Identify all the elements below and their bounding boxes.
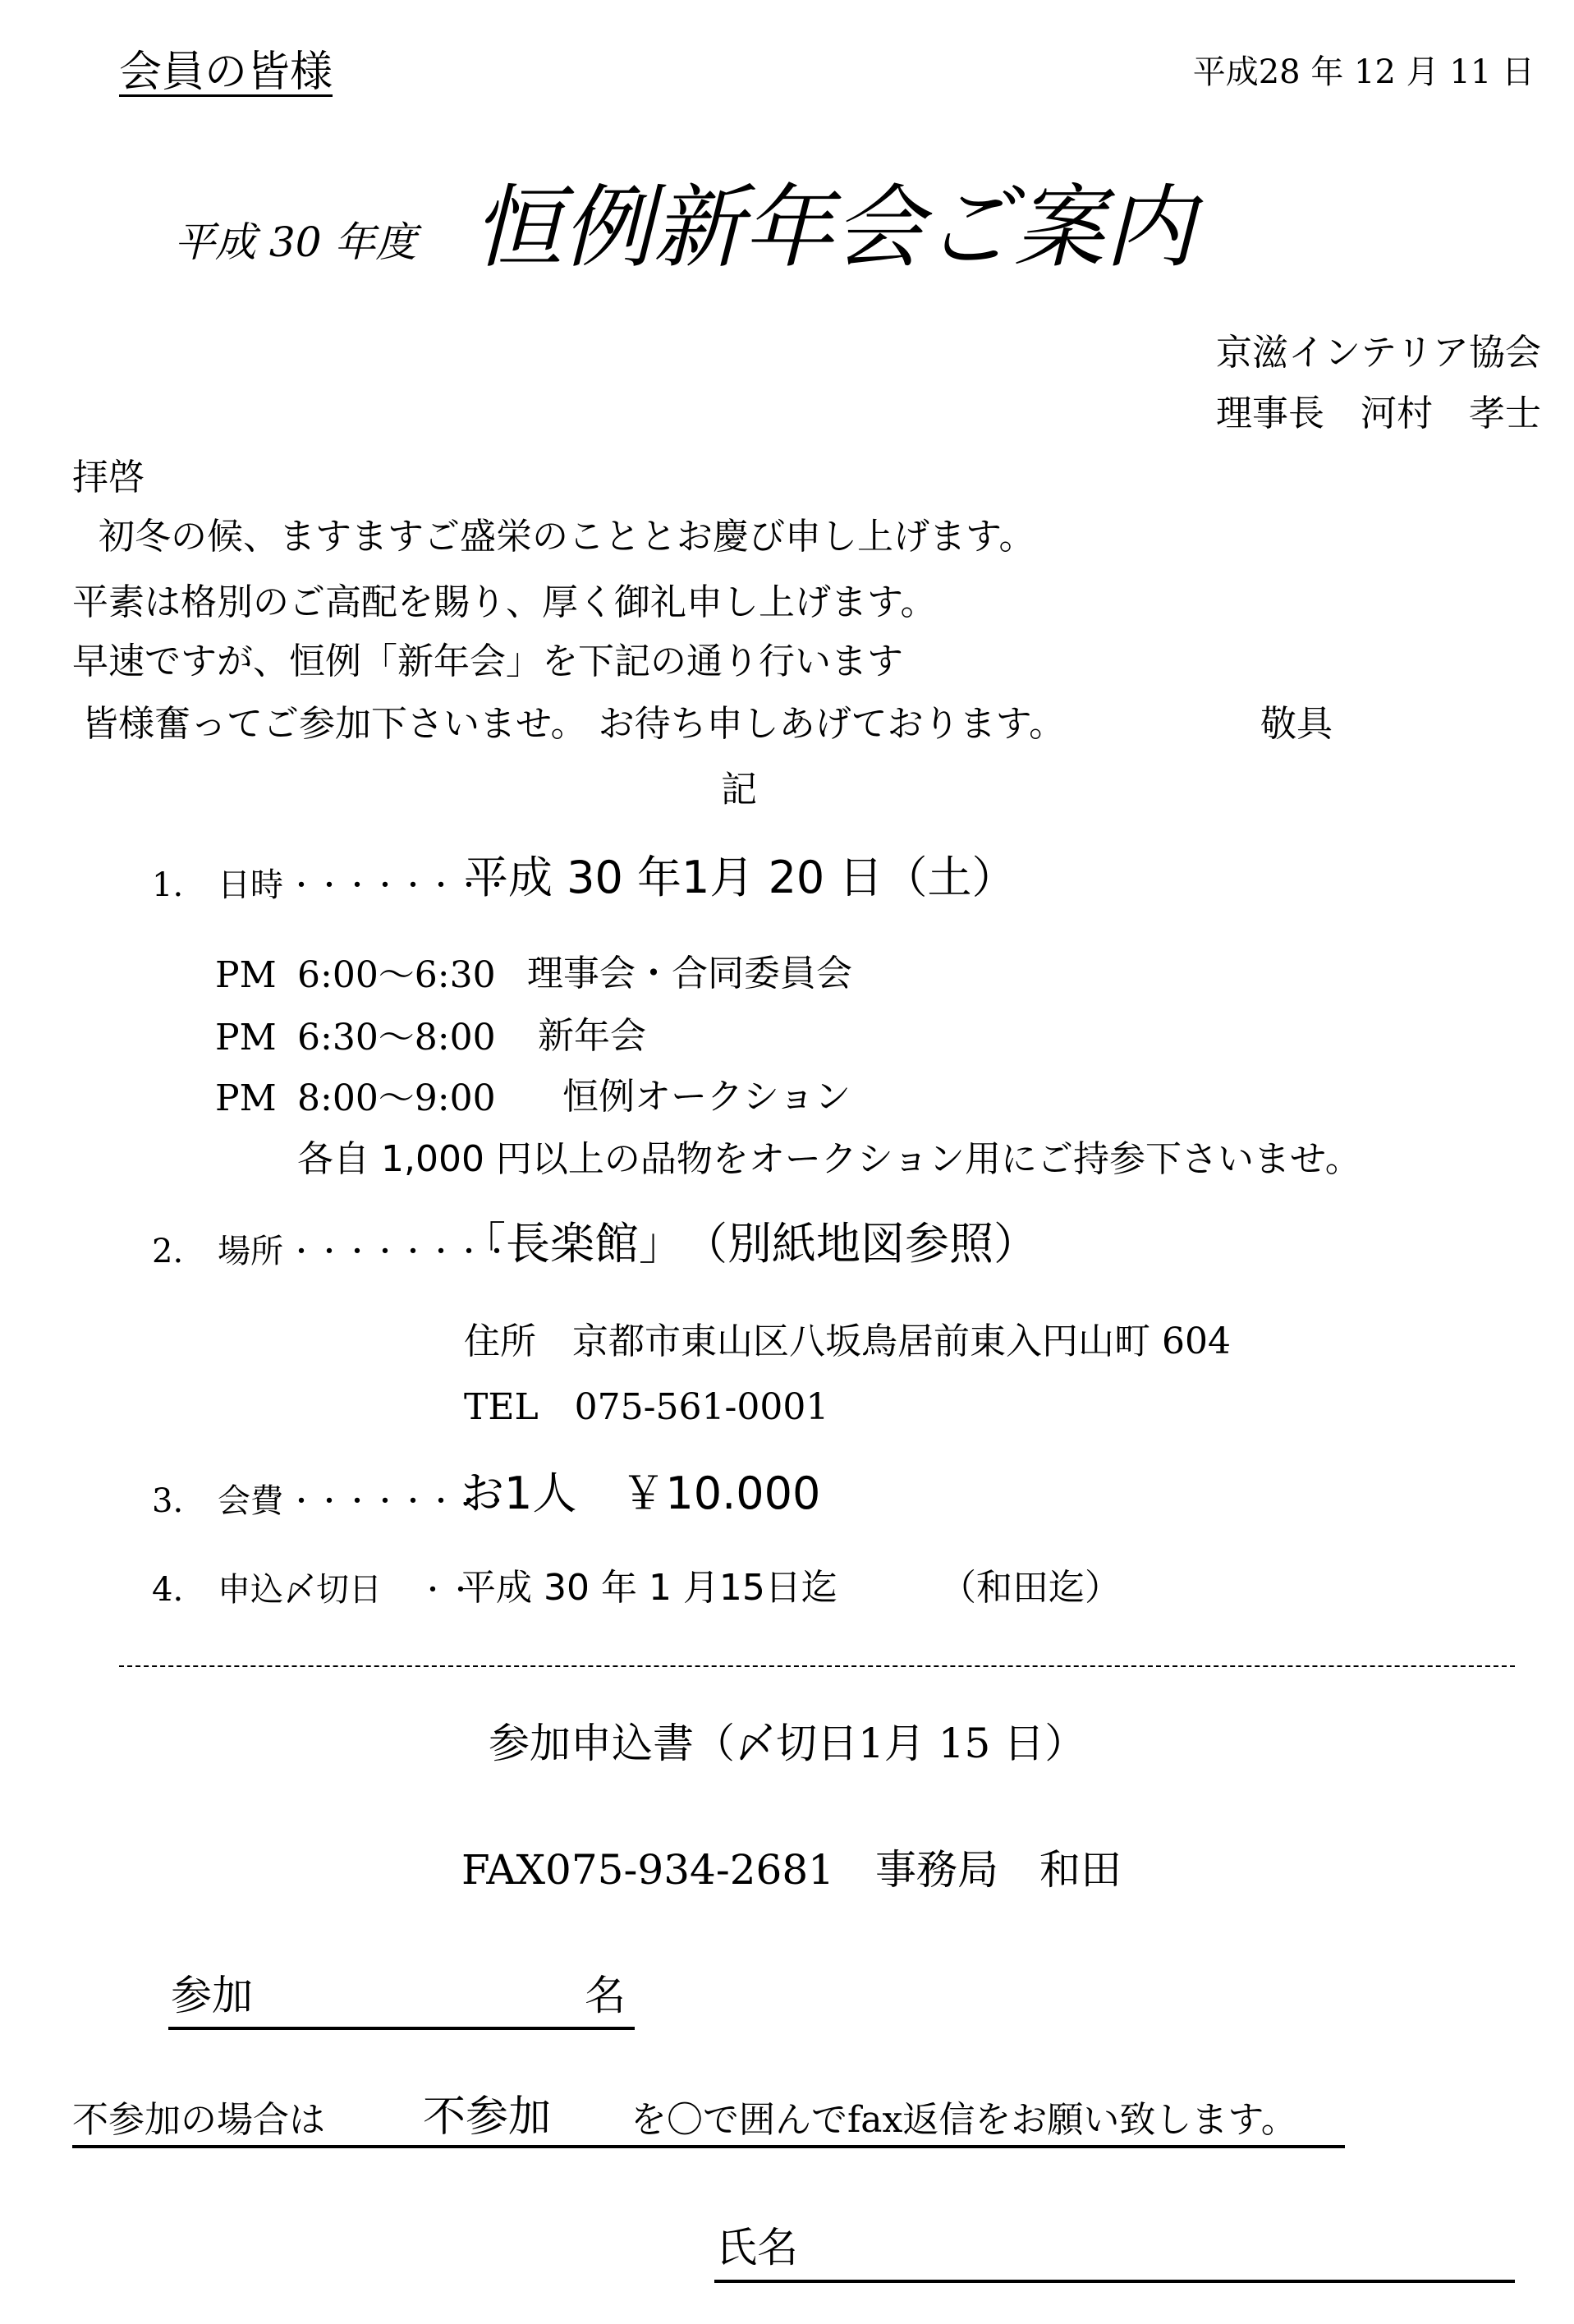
attend-count-field[interactable]: [168, 2027, 635, 2030]
item-3-number: 3.: [152, 1482, 184, 1520]
form-title: 参加申込書（〆切日1月 15 日）: [489, 1720, 1086, 1767]
absent-suffix: を〇で囲んでfax返信をお願い致します。: [631, 2099, 1297, 2141]
sender-organization: 京滋インテリア協会: [1216, 332, 1541, 374]
issue-date: 平成28 年 12 月 11 日: [1192, 53, 1535, 91]
item-1-number: 1.: [152, 866, 184, 904]
item-4-number: 4.: [152, 1571, 184, 1609]
addressee: 会員の皆様: [119, 48, 333, 97]
item-4-leader: ・・: [419, 1574, 475, 1607]
letter-line-3: 早速ですが、恒例「新年会」を下記の通り行います: [72, 641, 903, 682]
item-2-venue: 「長楽館」 （別紙地図参照）: [461, 1218, 1038, 1270]
item-3-label: 会費: [218, 1482, 283, 1520]
venue-address: 住所 京都市東山区八坂鳥居前東入円山町 604: [464, 1320, 1231, 1362]
schedule-1-time: 6:00～6:30: [297, 954, 496, 996]
letter-line-4: 皆様奮ってご参加下さいませ。 お待ち申しあげております。: [82, 703, 1066, 745]
cut-line: [119, 1665, 1515, 1667]
sender-chair: 理事長 河村 孝士: [1216, 393, 1541, 434]
item-3-fee: お1人 ￥10.000: [460, 1467, 821, 1519]
page-title: 恒例新年会ご案内: [472, 175, 1195, 280]
schedule-2-time: 6:30～8:00: [297, 1017, 496, 1059]
title-prefix: 平成 30 年度: [174, 218, 417, 266]
attend-suffix: 名: [585, 1972, 626, 2019]
item-3-leader: ・・・・・・・・: [287, 1486, 511, 1518]
schedule-2-ampm: PM: [215, 1017, 277, 1059]
schedule-1-event: 理事会・合同委員会: [527, 953, 852, 994]
letter-line-1: 初冬の候、ますますご盛栄のこととお慶び申し上げます。: [99, 516, 1035, 558]
schedule-3-event: 恒例オークション: [562, 1076, 851, 1118]
item-4-contact: （和田迄）: [940, 1567, 1121, 1609]
schedule-3-time: 8:00～9:00: [297, 1077, 496, 1119]
item-1-label: 日時: [218, 866, 283, 904]
venue-tel: TEL 075-561-0001: [464, 1386, 829, 1428]
absent-prefix: 不参加の場合は: [72, 2099, 325, 2141]
ki-marker: 記: [721, 769, 757, 811]
schedule-3-ampm: PM: [215, 1077, 277, 1119]
absent-underline: [72, 2145, 1345, 2148]
item-2-leader: ・・・・・・・・: [287, 1236, 511, 1269]
item-2-number: 2.: [152, 1233, 184, 1270]
auction-note: 各自 1,000 円以上の品物をオークション用にご持参下さいませ。: [297, 1138, 1361, 1180]
letter-closing: 敬具: [1260, 703, 1333, 745]
fax-line: FAX075-934-2681 事務局 和田: [461, 1846, 1122, 1894]
item-1-datetime: 平成 30 年1月 20 日（土）: [464, 852, 1016, 903]
schedule-2-event: 新年会: [538, 1015, 646, 1057]
letter-opening: 拝啓: [72, 457, 145, 498]
schedule-1-ampm: PM: [215, 954, 277, 996]
item-2-label: 場所: [218, 1233, 283, 1270]
item-4-label: 申込〆切日: [218, 1571, 382, 1609]
absent-word[interactable]: 不参加: [423, 2092, 552, 2142]
name-label: 氏名: [716, 2224, 798, 2271]
item-4-deadline: 平成 30 年 1 月15日迄: [460, 1567, 837, 1609]
letter-line-2: 平素は格別のご高配を賜り、厚く御礼申し上げます。: [72, 581, 937, 623]
attend-label: 参加: [171, 1972, 253, 2019]
item-1-leader: ・・・・・・・・: [287, 870, 511, 903]
name-field[interactable]: [714, 2280, 1515, 2283]
